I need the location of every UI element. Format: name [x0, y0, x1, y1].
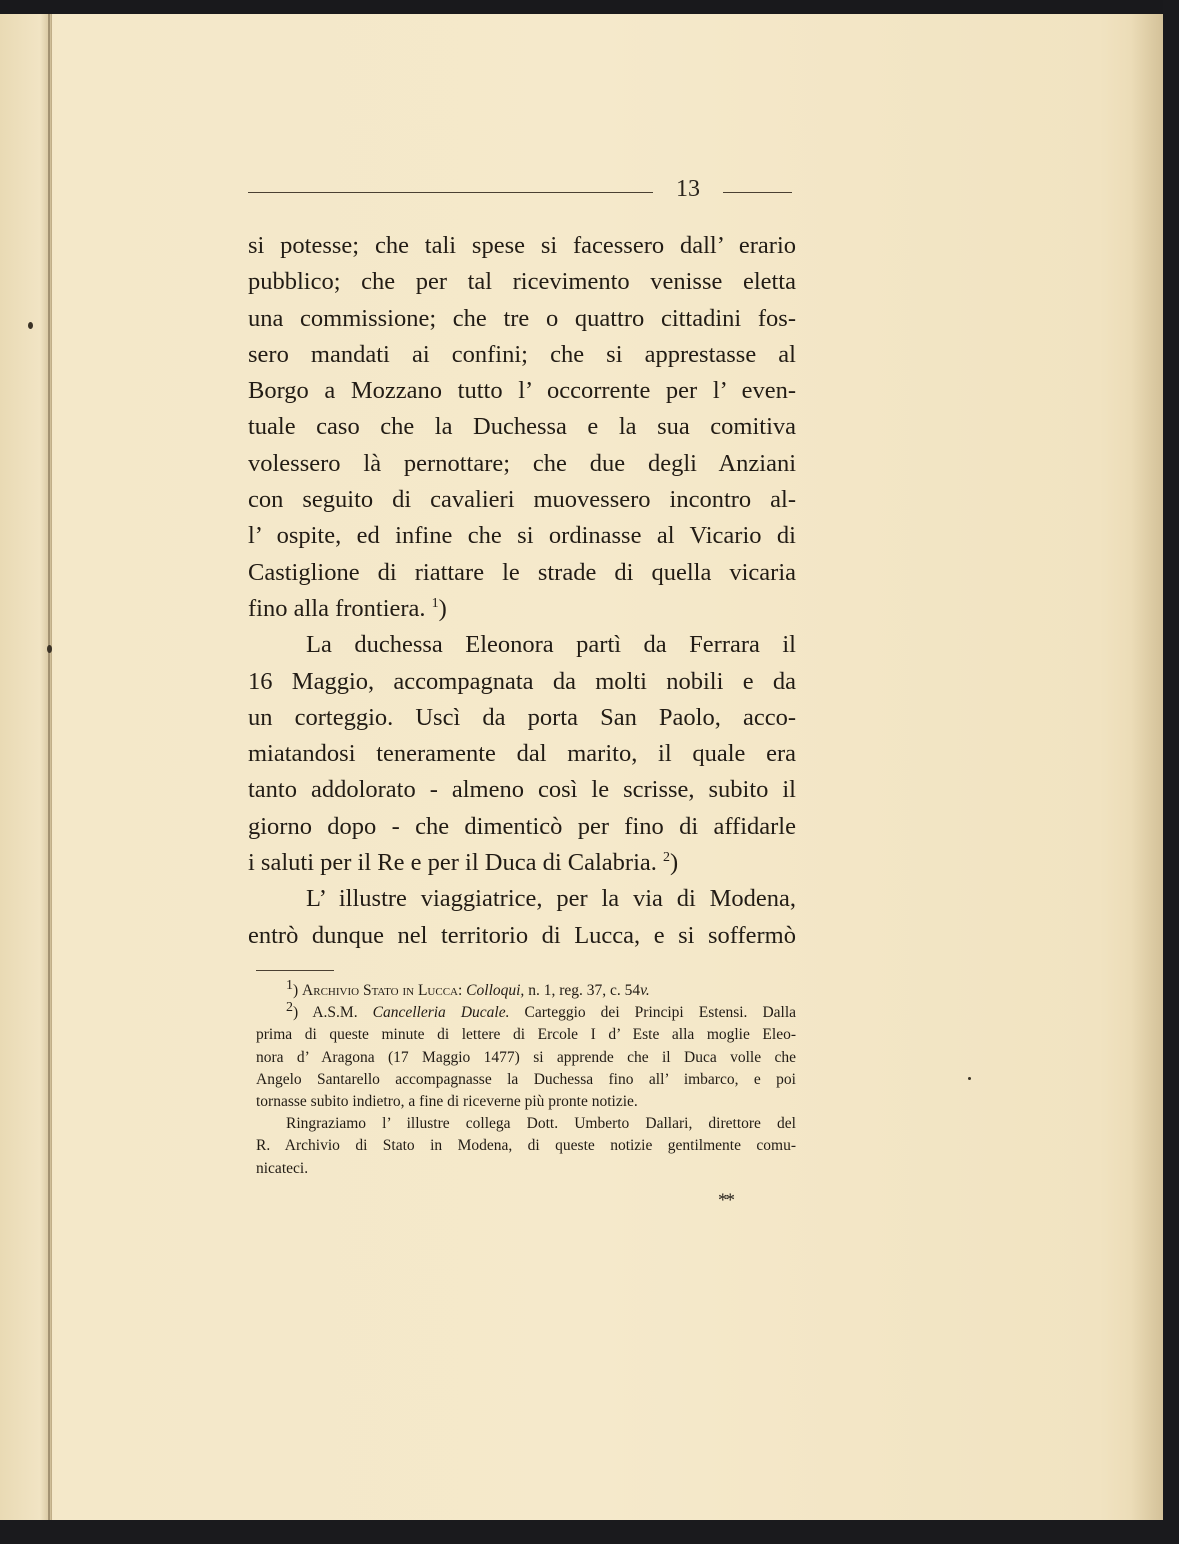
- footnote-text: Carteggio dei Principi Estensi. Dalla: [524, 1004, 797, 1022]
- text-span: i saluti per il Re e per il Duca di Calabria.: [248, 849, 657, 877]
- footnote-2: $^2$) A.S.M. Cancelleria Ducale. Carteggio dei Principi Estensi. Dalla: [286, 1000, 797, 1022]
- text-line: sero mandati ai confini; che si apprestasse al: [248, 340, 796, 368]
- acknowledgement-line: R. Archivio di Stato in Modena, di queste notizie gentilmente comu-: [256, 1137, 796, 1155]
- archive-verso: v.: [640, 982, 650, 999]
- gutter-shadow-line: [48, 14, 50, 1520]
- page-number: 13: [676, 176, 700, 202]
- scan-bottom-edge: [0, 1520, 1179, 1544]
- text-line: entrò dunque nel territorio di Lucca, e si soffermò: [248, 921, 796, 949]
- text-line: si potesse; che tali spese si facessero dall’ erario: [248, 232, 796, 259]
- text-line: l’ ospite, ed infine che si ordinasse al Vicario di: [248, 522, 796, 550]
- archive-title: Cancelleria Ducale.: [372, 1004, 510, 1022]
- footnote-rule: [256, 970, 334, 971]
- text-line: giorno dopo - che dimenticò per fino di affidarle: [248, 812, 796, 840]
- footnote-1: $^1$) Archivio Stato in Lucca: Colloqui, n. 1, reg. 37, c. 54v.: [286, 977, 650, 999]
- text-line: tanto addolorato - almeno così le scrisse, subito il: [248, 776, 796, 804]
- footnote-reference: 2: [663, 849, 671, 865]
- archive-source: Archivio Stato in Lucca:: [302, 982, 463, 999]
- header-rule-right: [723, 192, 792, 193]
- text-line: i saluti per il Re e per il Duca di Calabria. $^2$): [248, 849, 679, 877]
- text-line: miatandosi teneramente dal marito, il quale era: [248, 740, 796, 768]
- running-header: [248, 178, 792, 208]
- text-line: fino alla frontiera. $^1$): [248, 594, 447, 622]
- footnote-line: prima di queste minute di lettere di Ercole I d’ Este alla moglie Eleo-: [256, 1026, 796, 1044]
- footnote-line: tornasse subito indietro, a fine di riceverne più pronte notizie.: [256, 1092, 638, 1110]
- acknowledgement-line: nicateci.: [256, 1159, 309, 1177]
- footnote-mark: 1: [286, 977, 293, 993]
- text-line: Borgo a Mozzano tutto l’ occorrente per l’ even-: [248, 377, 796, 405]
- text-line: La duchessa Eleonora partì da Ferrara il: [306, 631, 796, 659]
- binding-gutter: [0, 14, 52, 1520]
- ink-speck: [968, 1077, 971, 1080]
- text-line: un corteggio. Uscì da porta San Paolo, acco-: [248, 703, 796, 731]
- text-line: una commissione; che tre o quattro cittadini fos-: [248, 304, 796, 332]
- main-text: [248, 228, 796, 954]
- asterism: **: [718, 1190, 733, 1211]
- ink-speck: [28, 322, 33, 329]
- footnote-reference: 1: [431, 595, 439, 611]
- text-line: 16 Maggio, accompagnata da molti nobili e da: [248, 667, 796, 695]
- archive-title: Colloqui,: [466, 982, 525, 999]
- footnote-line: Angelo Santarello accompagnasse la Duchessa fino all’ imbarco, e poi: [256, 1070, 796, 1088]
- text-span: fino alla frontiera.: [248, 594, 426, 622]
- footnotes: [256, 977, 797, 1180]
- footnote-line: nora d’ Aragona (17 Maggio 1477) si apprende che il Duca volle che: [256, 1048, 796, 1066]
- footnote-mark: 2: [286, 1000, 293, 1016]
- text-line: con seguito di cavalieri muovessero incontro al-: [248, 486, 796, 514]
- text-line: Castiglione di riattare le strade di quella vicaria: [248, 558, 796, 586]
- text-line: pubblico; che per tal ricevimento venisse eletta: [248, 268, 796, 296]
- scan-right-edge: [1163, 0, 1179, 1544]
- acknowledgement-line: Ringraziamo l’ illustre collega Dott. Umberto Dallari, direttore del: [286, 1115, 796, 1133]
- header-rule-left: [248, 192, 653, 193]
- ink-speck: [47, 645, 52, 653]
- text-line: volessero là pernottare; che due degli Anziani: [248, 449, 796, 477]
- text-line: L’ illustre viaggiatrice, per la via di Modena,: [306, 885, 796, 913]
- archive-source: A.S.M.: [312, 1004, 358, 1022]
- archive-reference: n. 1, reg. 37, c. 54: [528, 982, 641, 999]
- scan-top-edge: [0, 0, 1179, 14]
- text-line: tuale caso che la Duchessa e la sua comitiva: [248, 413, 796, 441]
